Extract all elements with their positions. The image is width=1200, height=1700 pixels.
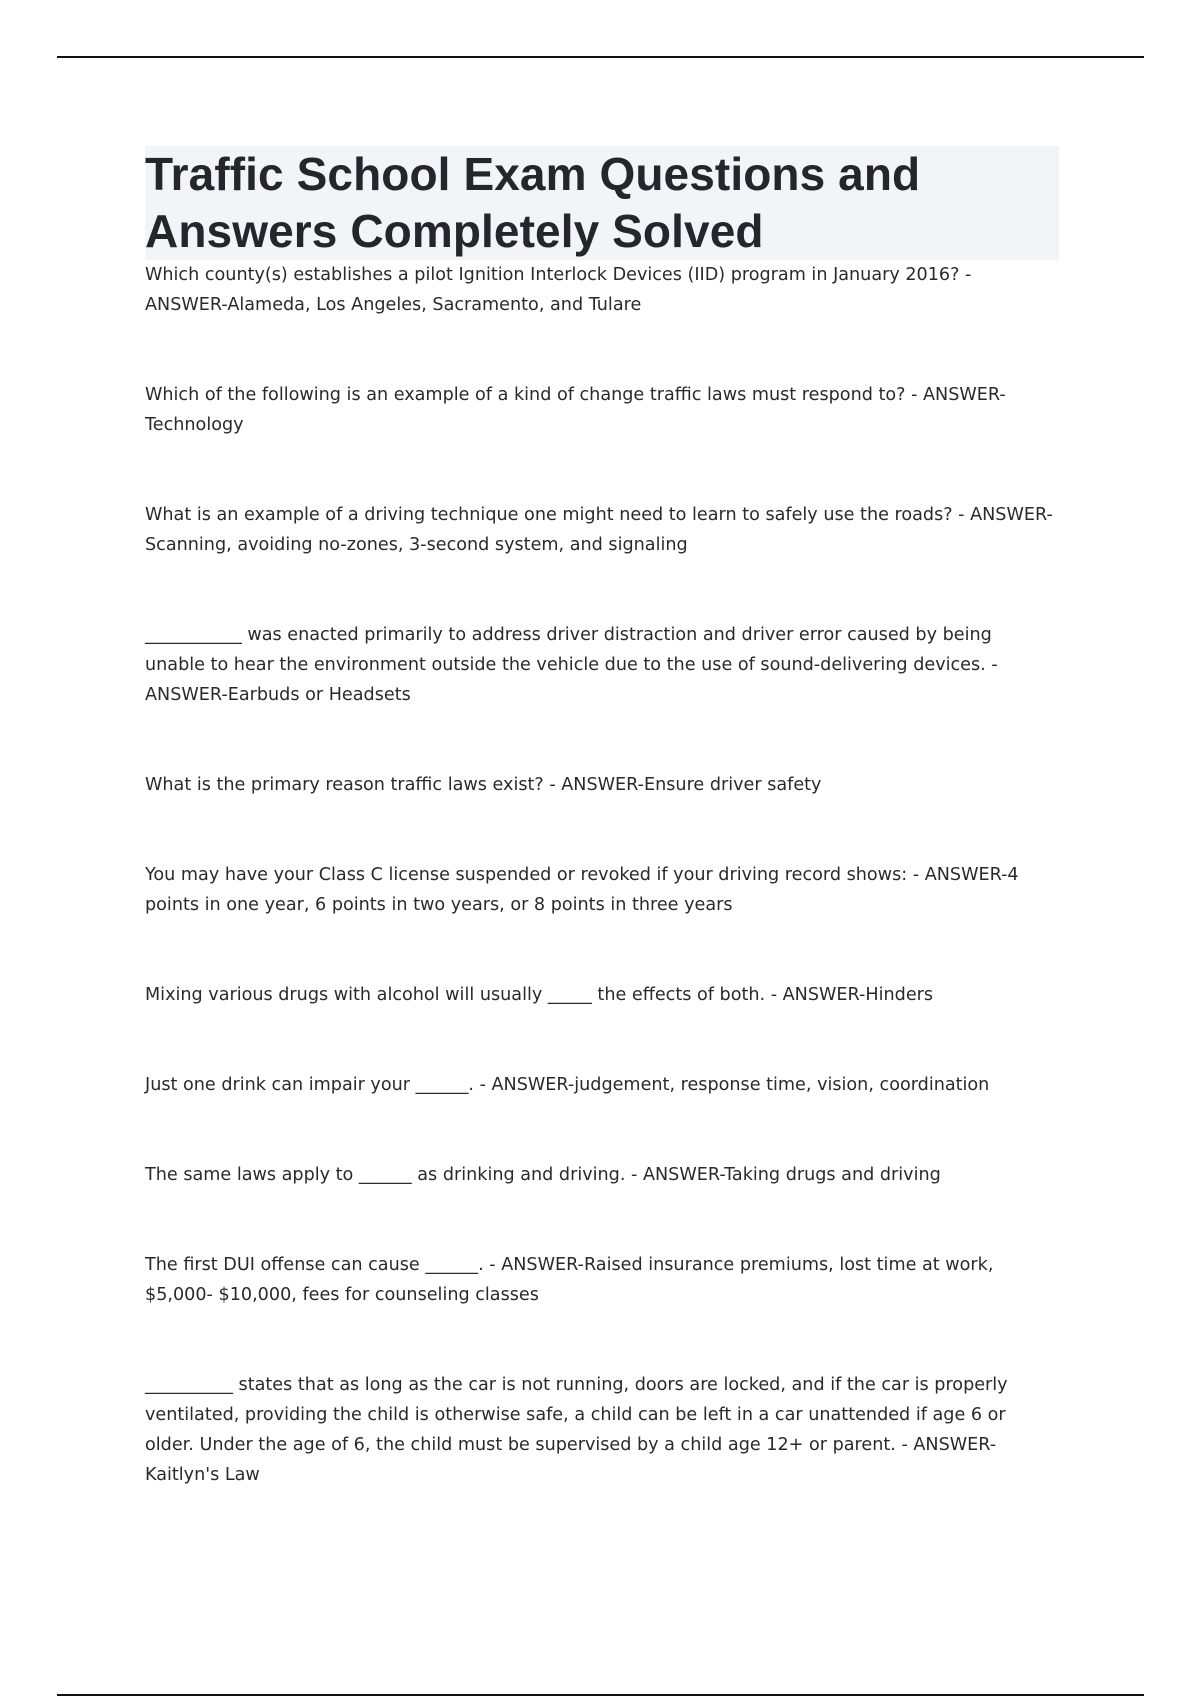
qa-item: Which of the following is an example of a kind of change traffic laws must respond to? - ANSWER-Technology [145, 385, 1006, 435]
top-divider [57, 56, 1144, 58]
qa-item: What is the primary reason traffic laws exist? - ANSWER-Ensure driver safety [145, 775, 822, 795]
qa-item: Which county(s) establishes a pilot Ignition Interlock Devices (IID) program in January 2016? - ANSWER-Alameda, Los Angeles, Sacramento, and Tulare [145, 265, 972, 315]
bottom-divider [57, 1694, 1144, 1696]
title-banner [145, 146, 1059, 260]
qa-item: You may have your Class C license suspended or revoked if your driving record shows: - ANSWER-4 points in one year, 6 points in two years, or 8 points in three years [145, 865, 1019, 915]
qa-item: The same laws apply to ______ as drinking and driving. - ANSWER-Taking drugs and driving [145, 1165, 941, 1185]
qa-item: Just one drink can impair your ______. - ANSWER-judgement, response time, vision, coordination [145, 1075, 990, 1095]
qa-item: Mixing various drugs with alcohol will usually _____ the effects of both. - ANSWER-Hinders [145, 985, 934, 1005]
qa-item: __________ states that as long as the car is not running, doors are locked, and if the car is properly ventilated, providing the child is otherwise safe, a child can be left in a car unattended if age 6 or older. Under the age of 6, the child must be supervised by a child age 12+ or parent. - ANSWER-Kaitlyn's Law [145, 1375, 1008, 1485]
qa-list [145, 260, 1055, 1490]
document-body [145, 146, 1055, 1490]
document-title: Traffic School Exam Questions and Answers Completely Solved [145, 148, 921, 257]
qa-item: ___________ was enacted primarily to address driver distraction and driver error caused by being unable to hear the environment outside the vehicle due to the use of sound-delivering devices. - ANSWER-Earbuds or Headsets [145, 625, 998, 705]
qa-item: The first DUI offense can cause ______. - ANSWER-Raised insurance premiums, lost time at work, $5,000- $10,000, fees for counseling classes [145, 1255, 994, 1305]
qa-item: What is an example of a driving technique one might need to learn to safely use the roads? - ANSWER-Scanning, avoiding no-zones, 3-second system, and signaling [145, 505, 1053, 555]
